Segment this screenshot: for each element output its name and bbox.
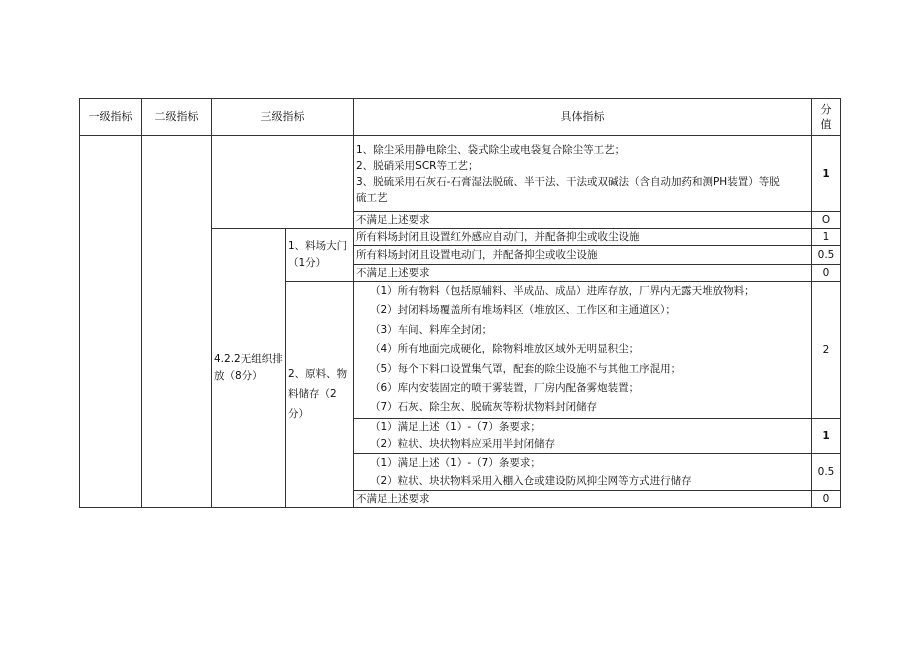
- score-cell: 0: [812, 265, 841, 282]
- header-level2: 二级指标: [142, 99, 212, 136]
- score-cell: 1: [812, 418, 841, 453]
- header-level3: 三级指标: [212, 99, 354, 136]
- score-cell: 0.5: [812, 453, 841, 490]
- list-item: （2）粒状、块状物料应采用半封闭储存: [370, 437, 556, 450]
- section-label: 4.2.2无组织排放（8分）: [212, 229, 286, 508]
- block1-items: [354, 136, 812, 212]
- list-item: （6）库内安装固定的喷干雾装置，厂房内配备雾炮装置；: [370, 382, 640, 395]
- indicator-table: [79, 98, 841, 508]
- list-item: （1）满足上述（1）-（7）条要求；: [370, 420, 541, 433]
- score-cell: 0.5: [812, 246, 841, 265]
- header-score: 分 值: [812, 99, 841, 136]
- level3-cell-block1: [212, 136, 354, 229]
- score-cell: 1: [812, 136, 841, 212]
- list-item: （5）每个下料口设置集气罩，配套的除尘设施不与其他工序混用；: [370, 362, 682, 375]
- gate-row-text: 所有料场封闭且设置电动门，并配备抑尘或收尘设施: [354, 246, 812, 265]
- list-item: （2）封闭料场覆盖所有堆场料区（堆放区、工作区和主通道区）；: [370, 304, 676, 317]
- list-item: （1）满足上述（1）-（7）条要求；: [370, 456, 541, 469]
- header-detail: 具体指标: [354, 99, 812, 136]
- level1-cell: [80, 136, 142, 508]
- score-cell: O: [812, 212, 841, 229]
- header-row: [80, 99, 841, 136]
- gate-row-text: 不满足上述要求: [354, 265, 812, 282]
- fail-text: 不满足上述要求: [354, 212, 812, 229]
- list-item: 3、脱硫采用石灰石-石膏湿法脱硫、半干法、干法或双碱法（含自动加药和测PH装置）等脱: [356, 175, 780, 188]
- gate-row-text: 所有料场封闭且设置红外感应自动门，并配备抑尘或收尘设施: [354, 229, 812, 246]
- score-cell: 1: [812, 229, 841, 246]
- list-item: （1）所有物料（包括原辅料、半成品、成品）进库存放，厂界内无露天堆放物料；: [370, 285, 755, 297]
- list-item: 1、除尘采用静电除尘、袋式除尘或电袋复合除尘等工艺；: [356, 143, 626, 156]
- storage-items: [354, 282, 812, 419]
- header-level1: 一级指标: [80, 99, 142, 136]
- partial2-items: [354, 453, 812, 490]
- list-item: （2）粒状、块状物料采用入棚入仓或建设防风抑尘网等方式进行储存: [370, 474, 692, 487]
- level2-cell: [142, 136, 212, 508]
- list-item: 2、脱硝采用SCR等工艺；: [356, 159, 479, 172]
- list-item: （3）车间、料库全封闭；: [370, 323, 493, 336]
- table-row: [80, 136, 841, 212]
- partial1-items: [354, 418, 812, 453]
- score-cell: 2: [812, 282, 841, 419]
- storage-label: 2、原料、物料储存（2分）: [286, 282, 354, 508]
- gate-label: 1、料场大门（1分）: [286, 229, 354, 282]
- score-cell: 0: [812, 490, 841, 507]
- list-item: 硫工艺: [356, 191, 388, 204]
- list-item: （4）所有地面完成硬化，除物料堆放区域外无明显积尘；: [370, 343, 640, 356]
- fail-text: 不满足上述要求: [354, 490, 812, 507]
- list-item: （7）石灰、除尘灰、脱硫灰等粉状物料封闭储存: [370, 401, 598, 414]
